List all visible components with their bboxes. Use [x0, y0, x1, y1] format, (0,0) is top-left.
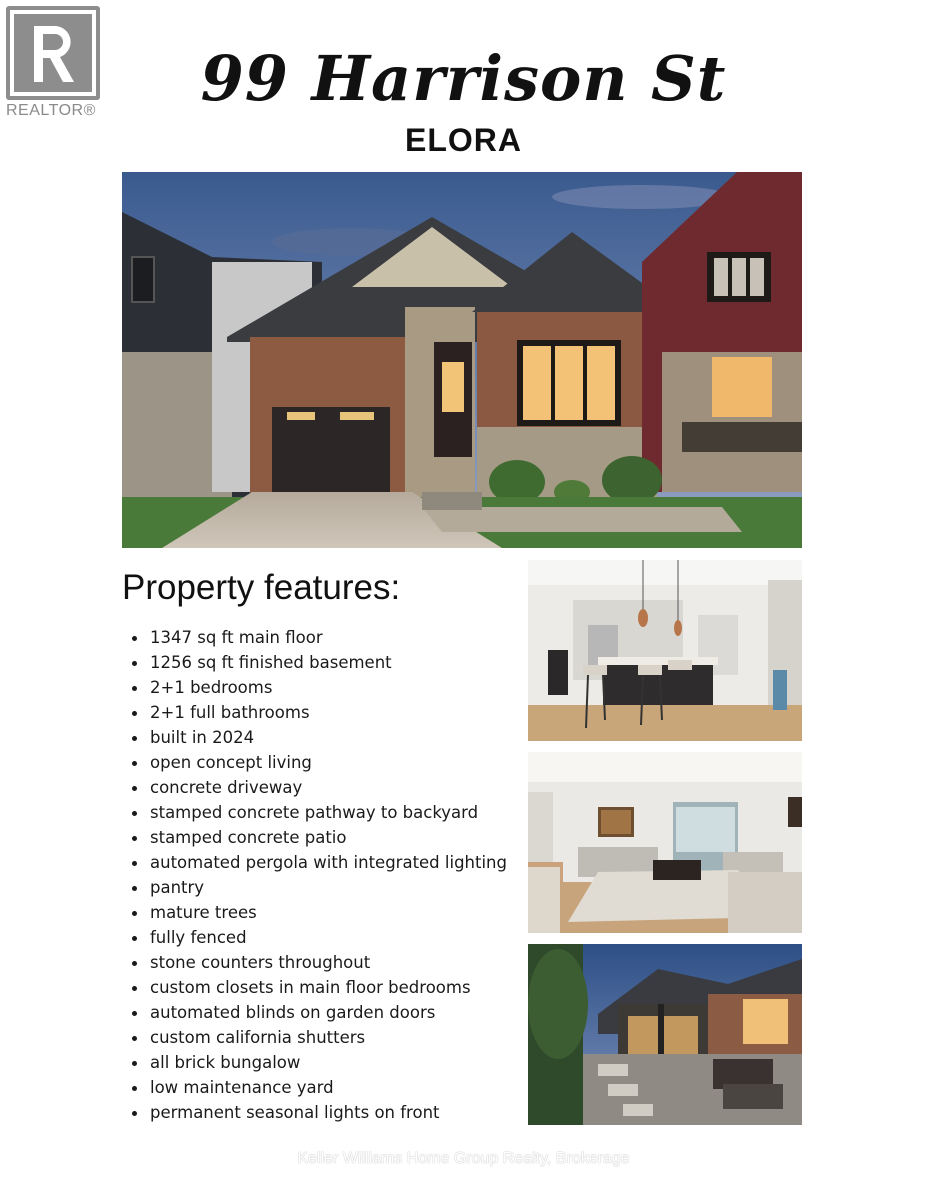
feature-item: custom california shutters	[122, 1027, 527, 1052]
feature-item: 1256 sq ft finished basement	[122, 652, 527, 677]
feature-item: permanent seasonal lights on front	[122, 1102, 527, 1127]
feature-item: mature trees	[122, 902, 527, 927]
feature-item: automated pergola with integrated lighting	[122, 852, 527, 877]
listing-city: ELORA	[405, 122, 522, 158]
feature-item: low maintenance yard	[122, 1077, 527, 1102]
feature-item: fully fenced	[122, 927, 527, 952]
feature-item: concrete driveway	[122, 777, 527, 802]
backyard-photo	[528, 944, 802, 1125]
kitchen-photo	[528, 560, 802, 741]
living-room-photo	[528, 752, 802, 933]
feature-item: 1347 sq ft main floor	[122, 627, 527, 652]
feature-item: stone counters throughout	[122, 952, 527, 977]
feature-item: 2+1 full bathrooms	[122, 702, 527, 727]
exterior-photo	[122, 172, 802, 548]
feature-item: stamped concrete pathway to backyard	[122, 802, 527, 827]
features-list	[122, 627, 527, 1127]
feature-item: all brick bungalow	[122, 1052, 527, 1077]
feature-item: automated blinds on garden doors	[122, 1002, 527, 1027]
feature-item: built in 2024	[122, 727, 527, 752]
feature-item: 2+1 bedrooms	[122, 677, 527, 702]
realtor-logo-text: REALTOR®	[6, 102, 96, 119]
feature-item: open concept living	[122, 752, 527, 777]
feature-item: stamped concrete patio	[122, 827, 527, 852]
listing-address: 99 Harrison St	[200, 42, 727, 115]
features-heading: Property features:	[122, 568, 401, 607]
feature-item: custom closets in main floor bedrooms	[122, 977, 527, 1002]
feature-item: pantry	[122, 877, 527, 902]
brokerage-watermark: Keller Williams Home Group Realty, Brokerage	[297, 1150, 630, 1167]
